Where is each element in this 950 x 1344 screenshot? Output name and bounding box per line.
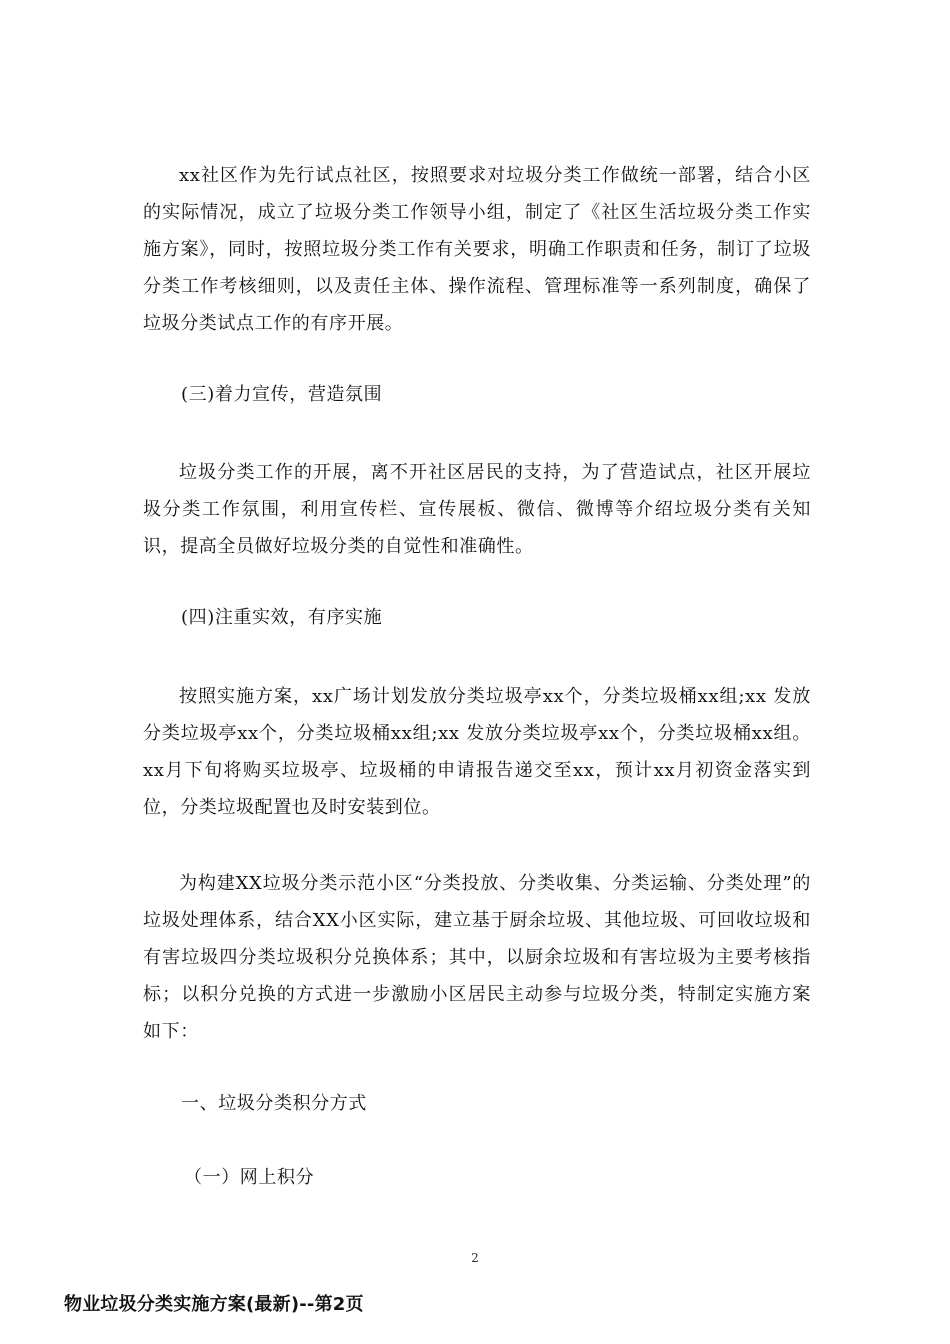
page-number: 2 (471, 1251, 479, 1265)
footer-title: 物业垃圾分类实施方案(最新)--第2页 (64, 1294, 364, 1315)
body-paragraph: 垃圾分类工作的开展，离不开社区居民的支持，为了营造试点，社区开展垃圾分类工作氛围，利用宣传栏、宣传展板、微信、微博等介绍垃圾分类有关知识，提高全员做好垃圾分类的自觉性和准确性。 (143, 462, 811, 557)
section-heading: (三)着力宣传，营造氛围 (181, 384, 383, 405)
body-paragraph: 为构建XX垃圾分类示范小区“分类投放、分类收集、分类运输、分类处理”的垃圾处理体系，结合XX小区实际，建立基于厨余垃圾、其他垃圾、可回收垃圾和有害垃圾四分类垃圾积分兑换体系；其中，以厨余垃圾和有害垃圾为主要考核指标；以积分兑换的方式进一步激励小区居民主动参与垃圾分类，特制定实施方案如下： (143, 873, 811, 1042)
body-paragraph: xx社区作为先行试点社区，按照要求对垃圾分类工作做统一部署，结合小区的实际情况，成立了垃圾分类工作领导小组，制定了《社区生活垃圾分类工作实施方案》，同时，按照垃圾分类工作有关要求，明确工作职责和任务，制订了垃圾分类工作考核细则，以及责任主体、操作流程、管理标准等一系列制度，确保了垃圾分类试点工作的有序开展。 (143, 165, 811, 334)
section-heading: 一、垃圾分类积分方式 (181, 1093, 367, 1114)
subsection-heading: （一）网上积分 (184, 1167, 315, 1188)
section-heading: (四)注重实效，有序实施 (181, 607, 383, 628)
body-paragraph: 按照实施方案，xx广场计划发放分类垃圾亭xx个，分类垃圾桶xx组;xx 发放分类垃圾亭xx个，分类垃圾桶xx组;xx 发放分类垃圾亭xx个，分类垃圾桶xx组。xx月下旬将购买垃圾亭、垃圾桶的申请报告递交至xx，预计xx月初资金落实到位，分类垃圾配置也及时安装到位。 (143, 686, 811, 818)
